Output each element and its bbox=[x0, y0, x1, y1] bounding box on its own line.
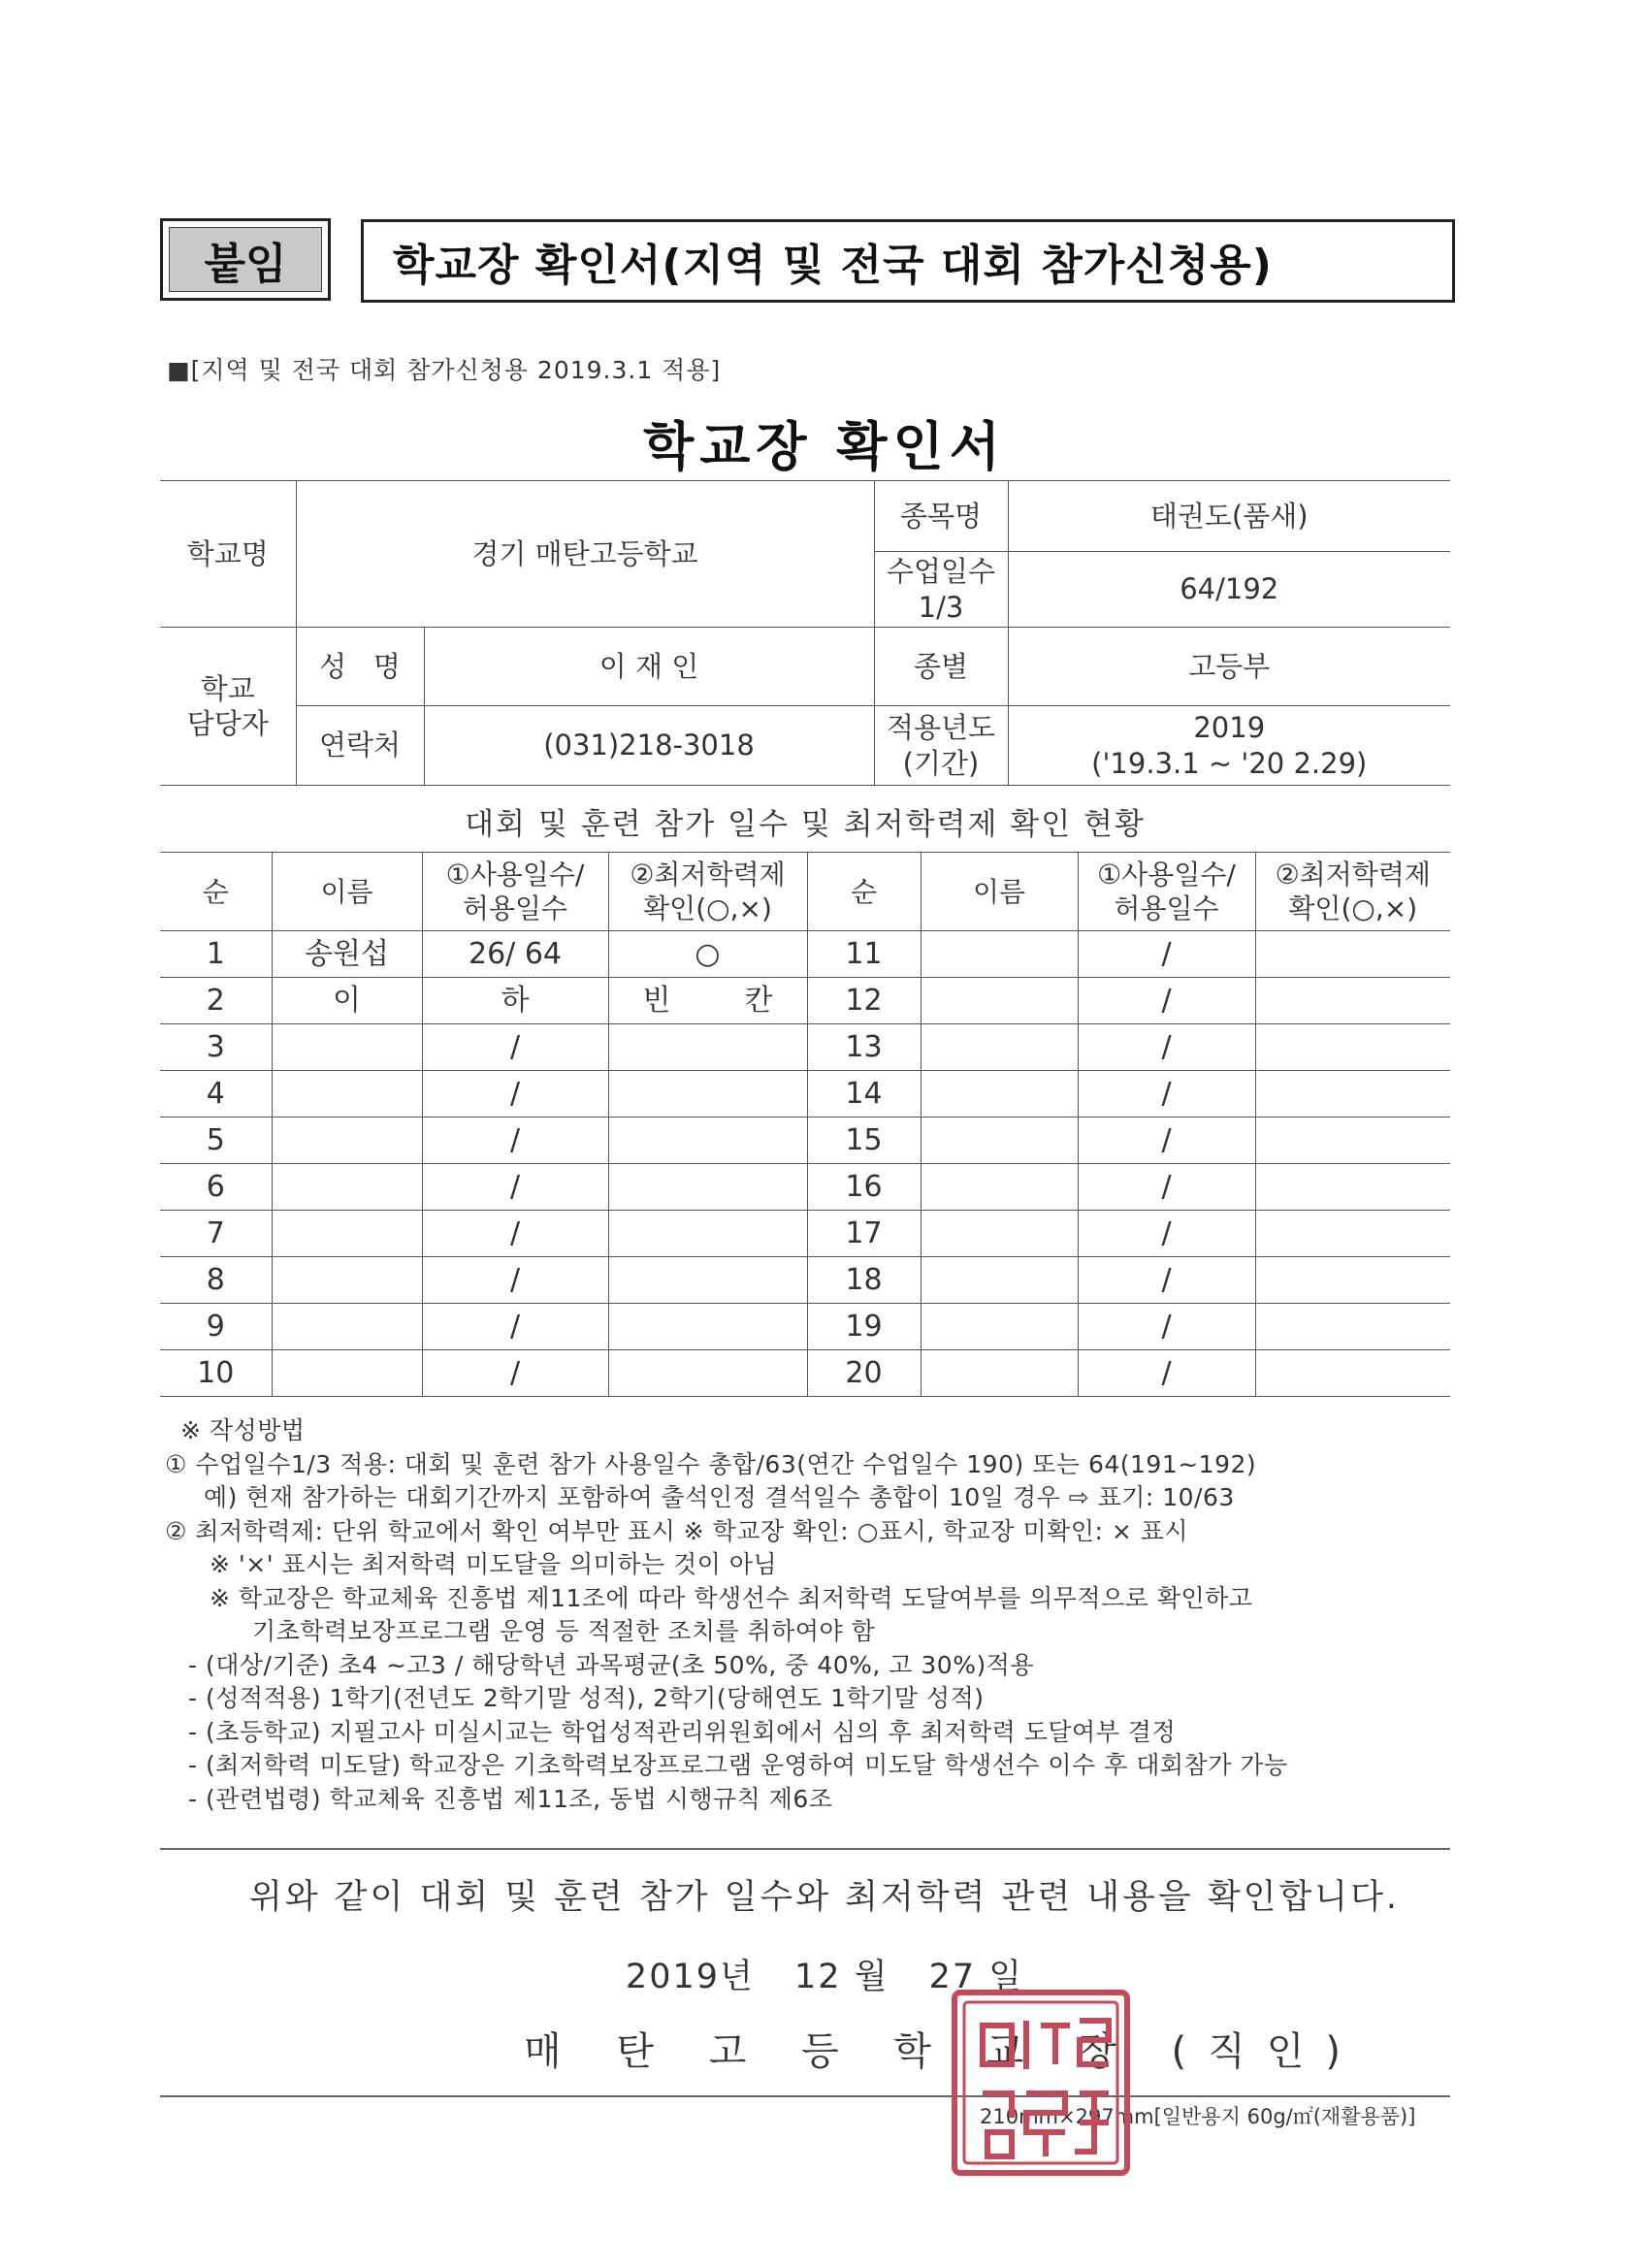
row-name bbox=[921, 978, 1078, 1024]
row-no: 20 bbox=[807, 1350, 921, 1397]
school-info-table bbox=[160, 480, 1450, 786]
instruction-line: - (관련법령) 학교체육 진흥법 제11조, 동법 시행규칙 제6조 bbox=[188, 1784, 833, 1813]
participation-table bbox=[160, 852, 1450, 1397]
manager-label-line2: 담당자 bbox=[186, 707, 269, 740]
manager-label-line1: 학교 bbox=[200, 671, 255, 705]
class-days-label-line1: 수업일수 bbox=[886, 555, 996, 589]
category-value: 고등부 bbox=[1008, 628, 1450, 706]
table-row bbox=[160, 1118, 1450, 1164]
instruction-line: - (초등학교) 지필고사 미실시교는 학업성적관리위원회에서 심의 후 최저학력 도달여부 결정 bbox=[188, 1717, 1177, 1746]
row-check bbox=[608, 1211, 807, 1257]
table-row bbox=[160, 1304, 1450, 1350]
school-name-label: 학교명 bbox=[160, 481, 296, 628]
instruction-line: ② 최저학력제: 단위 학교에서 확인 여부만 표시 ※ 학교장 확인: ○표시, 학교장 미확인: × 표시 bbox=[165, 1516, 1189, 1545]
row-name: 이 bbox=[272, 978, 422, 1024]
row-check: ○ bbox=[608, 931, 807, 978]
row-name bbox=[921, 1304, 1078, 1350]
row-name bbox=[272, 1118, 422, 1164]
row-name: 송원섭 bbox=[272, 931, 422, 978]
table-row bbox=[160, 1211, 1450, 1257]
principal-signature-line: 매 탄 고 등 학 교 장 (직인) bbox=[524, 2029, 1362, 2074]
table-row bbox=[160, 1071, 1450, 1118]
header-days-right-line1: ①사용일수/ bbox=[1097, 859, 1236, 891]
row-no: 8 bbox=[160, 1257, 272, 1304]
year-label-line2: (기간) bbox=[902, 746, 980, 780]
header-days-right bbox=[1078, 853, 1255, 931]
row-name bbox=[921, 1024, 1078, 1071]
school-name-value: 경기 매탄고등학교 bbox=[296, 481, 874, 628]
row-check bbox=[608, 1350, 807, 1397]
instruction-line: - (최저학력 미도달) 학교장은 기초학력보장프로그램 운영하여 미도달 학생선수 이수 후 대회참가 가능 bbox=[188, 1751, 1288, 1779]
header-check-left-line2: 확인(○,×) bbox=[643, 892, 772, 924]
row-no: 14 bbox=[807, 1071, 921, 1118]
year-label-line1: 적용년도 bbox=[886, 711, 996, 745]
year-label bbox=[874, 706, 1008, 786]
row-name bbox=[921, 1118, 1078, 1164]
divider bbox=[160, 1848, 1450, 1850]
row-days: / bbox=[422, 1304, 608, 1350]
row-check bbox=[608, 1164, 807, 1211]
instruction-line: 기초학력보장프로그램 운영 등 적절한 조치를 취하여야 함 bbox=[252, 1617, 876, 1645]
row-check bbox=[1255, 1024, 1450, 1071]
table-header-row bbox=[160, 853, 1450, 931]
manager-label bbox=[160, 628, 296, 786]
row-no: 18 bbox=[807, 1257, 921, 1304]
row-no: 19 bbox=[807, 1304, 921, 1350]
header-check-left bbox=[608, 853, 807, 931]
instruction-line: - (성적적용) 1학기(전년도 2학기말 성적), 2학기(당해연도 1학기말 성적) bbox=[188, 1684, 985, 1712]
row-days: / bbox=[1078, 931, 1255, 978]
contact-label: 연락처 bbox=[296, 706, 424, 786]
row-days: / bbox=[422, 1164, 608, 1211]
row-no: 10 bbox=[160, 1350, 272, 1397]
document-header-title: 학교장 확인서(지역 및 전국 대회 참가신청용) bbox=[361, 219, 1455, 303]
row-no: 12 bbox=[807, 978, 921, 1024]
row-name bbox=[272, 1024, 422, 1071]
row-no: 7 bbox=[160, 1211, 272, 1257]
header-check-right bbox=[1255, 853, 1450, 931]
row-days: / bbox=[422, 1118, 608, 1164]
category-label: 종별 bbox=[874, 628, 1008, 706]
row-check bbox=[608, 1024, 807, 1071]
row-check bbox=[1255, 1350, 1450, 1397]
row-no: 17 bbox=[807, 1211, 921, 1257]
manager-name-label bbox=[296, 628, 424, 706]
row-no: 16 bbox=[807, 1164, 921, 1211]
application-note: ■[지역 및 전국 대회 참가신청용 2019.3.1 적용] bbox=[167, 356, 722, 384]
header-days-left bbox=[422, 853, 608, 931]
row-no: 6 bbox=[160, 1164, 272, 1211]
header-name-left: 이름 bbox=[272, 853, 422, 931]
header-check-left-line1: ②최저학력제 bbox=[630, 859, 786, 891]
row-no: 2 bbox=[160, 978, 272, 1024]
year-value bbox=[1008, 706, 1450, 786]
class-days-label bbox=[874, 552, 1008, 628]
row-check bbox=[608, 1071, 807, 1118]
table-row bbox=[160, 978, 1450, 1024]
row-no: 5 bbox=[160, 1118, 272, 1164]
header-check-right-line2: 확인(○,×) bbox=[1288, 892, 1418, 924]
header-days-right-line2: 허용일수 bbox=[1114, 892, 1219, 924]
event-label: 종목명 bbox=[874, 481, 1008, 552]
row-days: / bbox=[1078, 1071, 1255, 1118]
row-no: 15 bbox=[807, 1118, 921, 1164]
row-name bbox=[921, 1071, 1078, 1118]
instructions-title: ※ 작성방법 bbox=[180, 1416, 306, 1444]
row-days: / bbox=[422, 1211, 608, 1257]
participation-banner: 대회 및 훈련 참가 일수 및 최저학력제 확인 현황 bbox=[465, 806, 1146, 842]
issue-date bbox=[0, 1950, 1649, 1998]
class-days-value: 64/192 bbox=[1008, 552, 1450, 628]
row-no: 11 bbox=[807, 931, 921, 978]
row-days: / bbox=[1078, 1350, 1255, 1397]
header-name-right: 이름 bbox=[921, 853, 1078, 931]
row-check bbox=[1255, 1211, 1450, 1257]
manager-name-value: 이 재 인 bbox=[424, 628, 874, 706]
manager-name-label-text: 성 명 bbox=[319, 649, 401, 683]
table-row bbox=[160, 1257, 1450, 1304]
header-check-right-line1: ②최저학력제 bbox=[1275, 859, 1431, 891]
header-no-right: 순 bbox=[807, 853, 921, 931]
row-days: / bbox=[422, 1350, 608, 1397]
row-days: / bbox=[422, 1071, 608, 1118]
header-days-left-line1: ①사용일수/ bbox=[445, 859, 585, 891]
contact-value: (031)218-3018 bbox=[424, 706, 874, 786]
row-check bbox=[1255, 1304, 1450, 1350]
row-name bbox=[272, 1304, 422, 1350]
row-no: 13 bbox=[807, 1024, 921, 1071]
row-name bbox=[272, 1164, 422, 1211]
row-name bbox=[921, 1350, 1078, 1397]
row-check bbox=[1255, 1118, 1450, 1164]
row-name bbox=[921, 931, 1078, 978]
attachment-tag bbox=[160, 218, 331, 301]
page-title: 학교장 확인서 bbox=[643, 416, 1006, 477]
row-check bbox=[608, 1257, 807, 1304]
row-name bbox=[272, 1071, 422, 1118]
table-row bbox=[160, 1350, 1450, 1397]
table-row bbox=[160, 1164, 1450, 1211]
row-check bbox=[608, 1118, 807, 1164]
instruction-line: ※ 학교장은 학교체육 진흥법 제11조에 따라 학생선수 최저학력 도달여부를 의무적으로 확인하고 bbox=[210, 1583, 1253, 1612]
year-value-line1: 2019 bbox=[1193, 711, 1266, 745]
row-days: / bbox=[1078, 1257, 1255, 1304]
row-check: 빈 칸 bbox=[608, 978, 807, 1024]
table-row bbox=[160, 931, 1450, 978]
instruction-line: ※ '×' 표시는 최저학력 미도달을 의미하는 것이 아님 bbox=[210, 1550, 778, 1578]
row-no: 3 bbox=[160, 1024, 272, 1071]
row-days: / bbox=[422, 1257, 608, 1304]
divider bbox=[160, 2095, 1450, 2097]
header-no-left: 순 bbox=[160, 853, 272, 931]
row-days: / bbox=[1078, 1164, 1255, 1211]
row-name bbox=[272, 1257, 422, 1304]
header-days-left-line2: 허용일수 bbox=[462, 892, 568, 924]
row-days: / bbox=[422, 1024, 608, 1071]
attachment-tag-label: 붙임 bbox=[169, 227, 322, 292]
year-value-line2: ('19.3.1 ~ '20 2.29) bbox=[1091, 746, 1368, 780]
row-days: 26/ 64 bbox=[422, 931, 608, 978]
date-year: 2019년 bbox=[625, 1958, 755, 1996]
row-check bbox=[1255, 1071, 1450, 1118]
row-name bbox=[921, 1164, 1078, 1211]
row-days: / bbox=[1078, 1024, 1255, 1071]
row-days: / bbox=[1078, 1118, 1255, 1164]
row-name bbox=[272, 1211, 422, 1257]
date-day: 27 일 bbox=[928, 1958, 1024, 1996]
row-check bbox=[1255, 978, 1450, 1024]
row-check bbox=[1255, 1257, 1450, 1304]
row-days: / bbox=[1078, 1211, 1255, 1257]
row-days: 하 bbox=[422, 978, 608, 1024]
official-seal-stamp bbox=[949, 1987, 1133, 2179]
table-row bbox=[160, 1024, 1450, 1071]
row-check bbox=[608, 1304, 807, 1350]
paper-spec-note: 210mm×297mm[일반용지 60g/㎡(재활용품)] bbox=[980, 2105, 1416, 2128]
row-no: 9 bbox=[160, 1304, 272, 1350]
row-name bbox=[272, 1350, 422, 1397]
row-no: 1 bbox=[160, 931, 272, 978]
row-check bbox=[1255, 1164, 1450, 1211]
row-name bbox=[921, 1257, 1078, 1304]
instruction-line: - (대상/기준) 초4 ~고3 / 해당학년 과목평균(초 50%, 중 40%, 고 30%)적용 bbox=[188, 1650, 1034, 1679]
row-days: / bbox=[1078, 978, 1255, 1024]
row-no: 4 bbox=[160, 1071, 272, 1118]
instruction-line: ① 수업일수1/3 적용: 대회 및 훈련 참가 사용일수 총합/63(연간 수업일수 190) 또는 64(191~192) bbox=[165, 1449, 1257, 1478]
date-month: 12 월 bbox=[793, 1958, 889, 1996]
class-days-label-line2: 1/3 bbox=[918, 590, 964, 624]
row-check bbox=[1255, 931, 1450, 978]
row-days: / bbox=[1078, 1304, 1255, 1350]
instruction-line: 예) 현재 참가하는 대회기간까지 포함하여 출석인정 결석일수 총합이 10일 경우 ⇨ 표기: 10/63 bbox=[204, 1483, 1235, 1511]
event-value: 태권도(품새) bbox=[1008, 481, 1450, 552]
confirmation-statement: 위와 같이 대회 및 훈련 참가 일수와 최저학력 관련 내용을 확인합니다. bbox=[248, 1878, 1401, 1917]
row-name bbox=[921, 1211, 1078, 1257]
writing-instructions bbox=[165, 1414, 1465, 1816]
